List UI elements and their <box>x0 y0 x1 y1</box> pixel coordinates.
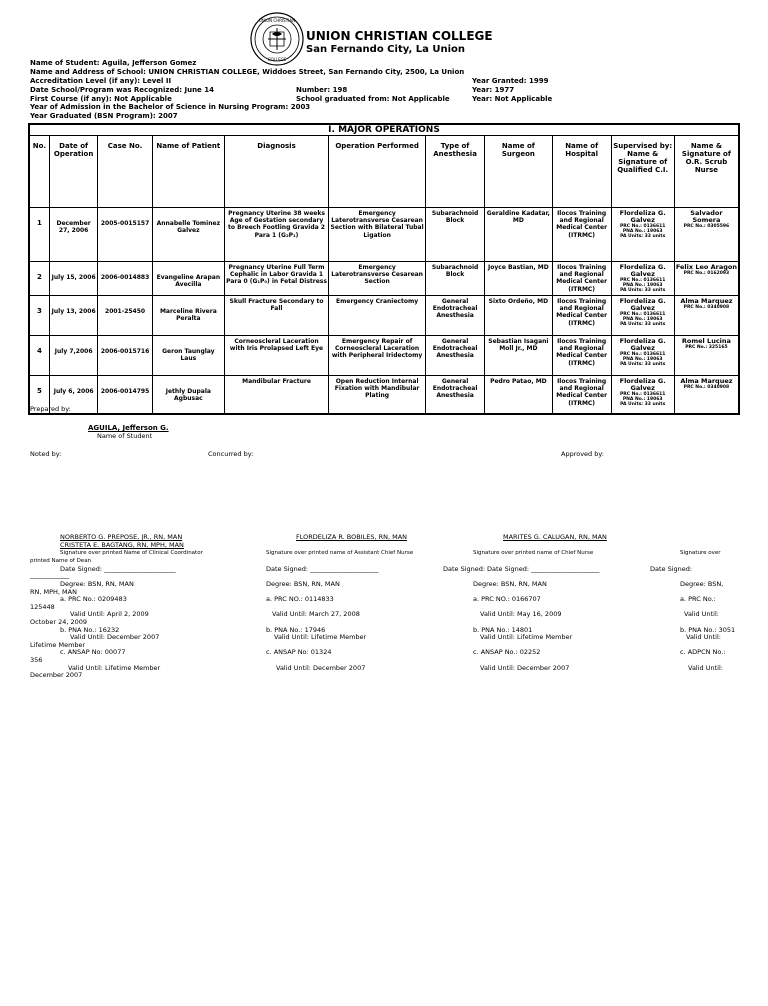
scrub-nurse-name: Salvador Somera <box>690 209 723 224</box>
col3-valid1: Valid Until: May 16, 2009 <box>480 610 562 618</box>
college-location: San Fernando City, La Union <box>306 44 466 55</box>
cell-anesthesia: Subarachnoid Block <box>426 262 485 296</box>
col3-ansap: c. ANSAP No.: 02252 <box>473 648 541 656</box>
cell-no: 5 <box>29 376 49 414</box>
supervisor-units: PA Units: 33 units <box>620 288 666 293</box>
col2-ansap: c. ANSAP No: 01324 <box>266 648 332 656</box>
scrub-nurse-name: Alma Marquez <box>680 377 733 385</box>
date-recognized: Date School/Program was Recognized: June 14 <box>30 86 214 94</box>
col3-degree: Degree: BSN, RN, MAN <box>473 580 547 588</box>
table-row <box>29 296 739 336</box>
cell-scrub-nurse <box>674 376 739 414</box>
col4-date-signed: Date Signed: <box>650 565 693 573</box>
svg-text:UNION CHRISTIAN: UNION CHRISTIAN <box>258 18 296 23</box>
supervisor-prc: PRC No.: 0136611 <box>619 278 666 283</box>
supervisor-name: Flordeliza G. Galvez <box>619 337 666 352</box>
recognition-year: Year: 1977 <box>472 86 515 94</box>
col1-ansap: c. ANSAP No: 00077 <box>60 648 126 656</box>
cell-scrub-nurse <box>674 336 739 376</box>
student-signature-name: AGUILA, Jefferson G. <box>88 424 169 432</box>
cell-patient: Evangeline Arapan Avecilla <box>152 262 224 296</box>
college-seal-icon <box>250 12 304 66</box>
col3-pna: b. PNA No.: 14801 <box>473 626 533 634</box>
supervisor-pna: PNA No.: 19063 <box>622 229 663 234</box>
cell-anesthesia: General Endotracheal Anesthesia <box>426 336 485 376</box>
col1-valid3: Valid Until: Lifetime Member <box>68 664 161 672</box>
chief-nurse-caption: Signature over printed name of Chief Nurse <box>473 550 594 556</box>
cell-no: 2 <box>29 262 49 296</box>
supervisor-units: PA Units: 33 units <box>620 362 666 367</box>
table-header-row <box>29 136 739 208</box>
supervisor-prc: PRC No.: 0136611 <box>619 352 666 357</box>
cell-no: 1 <box>29 208 49 262</box>
supervisor-pna: PNA No.: 19063 <box>622 397 663 402</box>
cell-surgeon: Sixto Ordeño, MD <box>484 296 552 336</box>
cell-date: July 13, 2006 <box>49 296 98 336</box>
dean-name: CRISTETA E. BAGTANG, RN, MPH, MAN <box>60 541 184 549</box>
col2-valid3: Valid Until: December 2007 <box>276 664 366 672</box>
cell-diagnosis: Corneoscleral Laceration with Iris Prolapsed Left Eye <box>225 336 329 376</box>
scrub-nurse-prc: PRC No.: 325165 <box>685 345 728 350</box>
supervisor-pna: PNA No.: 19063 <box>622 357 663 362</box>
cell-case: 2006-0014883 <box>98 262 152 296</box>
cell-anesthesia: General Endotracheal Anesthesia <box>426 296 485 336</box>
supervisor-name: Flordeliza G. Galvez <box>619 377 666 392</box>
chief-nurse-name: MARITES G. CALUGAN, RN, MAN <box>503 533 607 541</box>
supervisor-name: Flordeliza G. Galvez <box>619 297 666 312</box>
col3-prc: a. PRC NO.: 0166707 <box>473 595 541 603</box>
cell-supervisor <box>611 336 674 376</box>
cell-date: July 6, 2006 <box>49 376 98 414</box>
col4-valid2: Valid Until: <box>686 633 721 641</box>
cell-hospital: Ilocos Training and Regional Medical Center (ITRMC) <box>552 262 611 296</box>
dean-caption: printed Name of Dean <box>30 558 92 564</box>
supervisor-prc: PRC No.: 0136611 <box>619 224 666 229</box>
scrub-nurse-prc: PRC No.: 0162093 <box>683 271 730 276</box>
supervisor-units: PA Units: 33 units <box>620 402 666 407</box>
col2-degree: Degree: BSN, RN, MAN <box>266 580 340 588</box>
column-header: Date of Operation <box>49 136 98 208</box>
column-header: Diagnosis <box>225 136 329 208</box>
col1-degree2: RN, MPH, MAN <box>30 588 77 596</box>
coordinator-name: NORBERTO G. PREPOSE, JR., RN, MAN <box>60 533 183 541</box>
supervisor-pna: PNA No.: 19063 <box>622 283 663 288</box>
col3-valid3: Valid Until: December 2007 <box>480 664 570 672</box>
col4-valid1: Valid Until: <box>684 610 719 618</box>
supervisor-prc: PRC No.: 0136611 <box>619 312 666 317</box>
concurred-by-label: Concurred by: <box>208 450 254 458</box>
cell-hospital: Ilocos Training and Regional Medical Center (ITRMC) <box>552 336 611 376</box>
cell-hospital: Ilocos Training and Regional Medical Center (ITRMC) <box>552 296 611 336</box>
college-name: UNION CHRISTIAN COLLEGE <box>306 29 493 43</box>
cell-operation: Emergency Laterotransverse Cesarean Section <box>329 262 426 296</box>
cell-scrub-nurse <box>674 208 739 262</box>
scrub-nurse-prc: PRC No.: 0305596 <box>683 224 730 229</box>
cell-supervisor <box>611 262 674 296</box>
table-row <box>29 208 739 262</box>
table-row <box>29 376 739 414</box>
cell-patient: Marceline Rivera Peralta <box>152 296 224 336</box>
cell-scrub-nurse <box>674 296 739 336</box>
col1-prc2: 125448 <box>30 603 55 611</box>
year-granted: Year Granted: 1999 <box>472 77 549 85</box>
col1-pna: b. PNA No.: 16232 <box>60 626 120 634</box>
cell-case: 2001-25450 <box>98 296 152 336</box>
scrub-nurse-name: Alma Marquez <box>680 297 733 305</box>
scrub-nurse-name: Romel Lucina <box>681 337 731 345</box>
cell-date: December 27, 2006 <box>49 208 98 262</box>
cell-operation: Emergency Repair of Corneoscleral Laceration with Peripheral Iridectomy <box>329 336 426 376</box>
major-operations-table <box>28 123 740 415</box>
col1-prc: a. PRC No.: 0209483 <box>60 595 127 603</box>
cell-diagnosis: Pregnancy Uterine Full Term Cephalic in Labor Gravida 1 Para 0 (G₁P₀) in Fetal Distress <box>225 262 329 296</box>
col2-date-signed: Date Signed: _____________________ <box>266 565 379 573</box>
cell-operation: Open Reduction Internal Fixation with Mandibular Plating <box>329 376 426 414</box>
column-header: Name of Hospital <box>552 136 611 208</box>
cell-diagnosis: Pregnancy Uterine 38 weeks Age of Gestation secondary to Breech Footling Gravida 2 Para 1 (G₂P₁) <box>225 208 329 262</box>
table-title: I. MAJOR OPERATIONS <box>29 124 739 136</box>
cell-scrub-nurse <box>674 262 739 296</box>
col4-adpcn: c. ADPCN No.: <box>680 648 726 656</box>
school-address: Name and Address of School: UNION CHRISTIAN COLLEGE, Widdoes Street, San Fernando City, 2500, La Union <box>30 68 465 76</box>
column-header: Name & Signature of O.R. Scrub Nurse <box>674 136 739 208</box>
col1-valid1b: October 24, 2009 <box>30 618 88 626</box>
cell-operation: Emergency Craniectomy <box>329 296 426 336</box>
recognition-number: Number: 198 <box>296 86 348 94</box>
cell-patient: Jethly Dupala Agbusac <box>152 376 224 414</box>
column-header: Name of Surgeon <box>484 136 552 208</box>
noted-by-label: Noted by: <box>30 450 62 458</box>
col1-valid2b: Lifetime Member <box>30 641 86 649</box>
accreditation-level: Accreditation Level (if any): Level II <box>30 77 172 85</box>
cell-operation: Emergency Laterotransverse Cesarean Section with Bilateral Tubal Ligation <box>329 208 426 262</box>
asst-chief-nurse-caption: Signature over printed name of Assistant Chief Nurse <box>266 550 414 556</box>
supervisor-pna: PNA No.: 19063 <box>622 317 663 322</box>
column-header: Supervised by: Name & Signature of Qualified C.I. <box>611 136 674 208</box>
col1-valid3b: December 2007 <box>30 671 83 679</box>
column-header: No. <box>29 136 49 208</box>
supervisor-prc: PRC No.: 0136611 <box>619 392 666 397</box>
col2-prc: a. PRC NO.: 0114833 <box>266 595 334 603</box>
scrub-nurse-name: Felix Leo Aragon <box>675 263 737 271</box>
coordinator-caption: Signature over printed Name of Clinical Coordinator <box>60 550 203 556</box>
cell-hospital: Ilocos Training and Regional Medical Center (ITRMC) <box>552 208 611 262</box>
col3-valid2: Valid Until: Lifetime Member <box>480 633 573 641</box>
col2-pna: b. PNA No.: 17946 <box>266 626 326 634</box>
school-graduated: School graduated from: Not Applicable <box>296 95 450 103</box>
cell-case: 2005-0015157 <box>98 208 152 262</box>
column-header: Case No. <box>98 136 152 208</box>
col4-prc: a. PRC No.: <box>680 595 716 603</box>
supervisor-units: PA Units: 33 units <box>620 322 666 327</box>
col4-caption: Signature over <box>680 550 721 556</box>
supervisor-name: Flordeliza G. Galvez <box>619 263 666 278</box>
year-admission: Year of Admission in the Bachelor of Science in Nursing Program: 2003 <box>30 103 311 111</box>
column-header: Name of Patient <box>152 136 224 208</box>
prepared-by-label: Prepared by: <box>30 405 71 413</box>
col4-pna: b. PNA No.: 3051 <box>680 626 736 634</box>
cell-surgeon: Geraldine Kadatar, MD <box>484 208 552 262</box>
cell-no: 4 <box>29 336 49 376</box>
column-header: Operation Performed <box>329 136 426 208</box>
supervisor-units: PA Units: 33 units <box>620 234 666 239</box>
table-row <box>29 336 739 376</box>
col1-valid2: Valid Until: December 2007 <box>70 633 160 641</box>
table-body <box>29 208 739 414</box>
cell-diagnosis: Mandibular Fracture <box>225 376 329 414</box>
col3-date-left: Date Signed: <box>443 565 486 573</box>
cell-no: 3 <box>29 296 49 336</box>
cell-patient: Annabelle Tominez Galvez <box>152 208 224 262</box>
cell-supervisor <box>611 376 674 414</box>
col2-valid2: Valid Until: Lifetime Member <box>274 633 367 641</box>
cell-surgeon: Sebastian Isagani Moll Jr., MD <box>484 336 552 376</box>
col3-date-signed: Date Signed: _____________________ <box>487 565 600 573</box>
cell-date: July 7,2006 <box>49 336 98 376</box>
supervisor-name: Flordeliza G. Galvez <box>619 209 666 224</box>
cell-patient: Geron Taunglay Laus <box>152 336 224 376</box>
cell-date: July 15, 2006 <box>49 262 98 296</box>
col2-valid1: Valid Until: March 27, 2008 <box>272 610 360 618</box>
cell-hospital: Ilocos Training and Regional Medical Center (ITRMC) <box>552 376 611 414</box>
col1-ansap2: 356 <box>30 656 43 664</box>
svg-text:COLLEGE: COLLEGE <box>267 57 287 62</box>
col1-valid1: Valid Until: April 2, 2009 <box>70 610 149 618</box>
approved-by-label: Approved by: <box>561 450 604 458</box>
column-header: Type of Anesthesia <box>426 136 485 208</box>
cell-surgeon: Joyce Bastian, MD <box>484 262 552 296</box>
student-name: Name of Student: Aguila, Jefferson Gomez <box>30 59 197 67</box>
first-course: First Course (if any): Not Applicable <box>30 95 172 103</box>
col1-date-signed: Date Signed: ______________________ <box>60 565 176 573</box>
col4-degree: Degree: BSN, <box>680 580 724 588</box>
cell-anesthesia: Subarachnoid Block <box>426 208 485 262</box>
cell-case: 2006-0015716 <box>98 336 152 376</box>
year-graduated-na: Year: Not Applicable <box>472 95 553 103</box>
student-caption: Name of Student <box>97 432 153 440</box>
cell-supervisor <box>611 208 674 262</box>
cell-surgeon: Pedro Patao, MD <box>484 376 552 414</box>
cell-supervisor <box>611 296 674 336</box>
year-graduated: Year Graduated (BSN Program): 2007 <box>30 112 178 120</box>
scrub-nurse-prc: PRC No.: 0340908 <box>683 385 730 390</box>
table-row <box>29 262 739 296</box>
cell-case: 2006-0014795 <box>98 376 152 414</box>
col1-degree: Degree: BSN, RN, MAN <box>60 580 134 588</box>
col1-line: ____________ <box>30 571 69 579</box>
asst-chief-nurse-name: FLORDELIZA R. BOBILES, RN, MAN <box>296 533 408 541</box>
scrub-nurse-prc: PRC No.: 0340908 <box>683 305 730 310</box>
col4-valid3: Valid Until: <box>688 664 723 672</box>
cell-diagnosis: Skull Fracture Secondary to Fall <box>225 296 329 336</box>
cell-anesthesia: General Endotracheal Anesthesia <box>426 376 485 414</box>
